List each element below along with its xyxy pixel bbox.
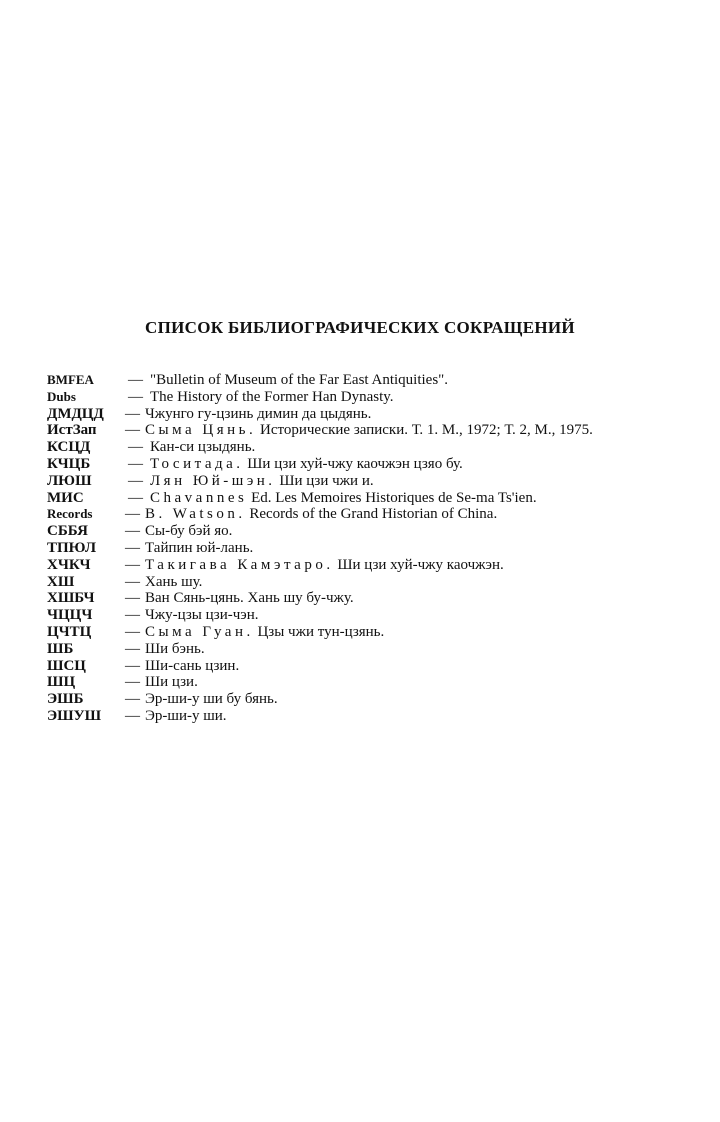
em-dash: — <box>128 439 143 456</box>
em-dash: — <box>128 472 143 489</box>
reference-text: Ши цзи хуй-чжу каочжэн. <box>337 556 504 573</box>
em-dash: — <box>125 556 140 573</box>
abbreviation-code: ЦЧТЦ <box>47 623 92 640</box>
abbreviation-code: ЧЦЦЧ <box>47 607 93 624</box>
abbreviation-description <box>125 389 672 406</box>
author-name: Сыма Гуан. <box>145 623 254 640</box>
abbreviation-description <box>125 490 672 507</box>
abbreviation-description <box>125 658 672 675</box>
page-title: СПИСОК БИБЛИОГРАФИЧЕСКИХ СОКРАЩЕНИЙ <box>145 318 575 337</box>
abbreviation-description <box>125 641 672 658</box>
abbreviation-description <box>125 372 672 389</box>
description-text <box>150 490 672 507</box>
abbreviation-entry <box>47 456 672 473</box>
em-dash: — <box>125 573 140 590</box>
abbreviation-entry <box>47 523 672 540</box>
abbreviation-entry <box>47 641 672 658</box>
reference-text: Хань шу. <box>145 573 203 590</box>
description-text <box>145 590 672 607</box>
em-dash: — <box>125 623 140 640</box>
reference-text: Эр-ши-у ши. <box>145 707 227 724</box>
description-text <box>150 439 672 456</box>
em-dash: — <box>128 489 143 506</box>
reference-text: Records of the Grand Historian of China. <box>249 506 498 523</box>
abbreviation-description <box>125 674 672 691</box>
reference-text: Ван Сянь-цянь. Хань шу бу-чжу. <box>145 590 354 607</box>
abbreviation-entry <box>47 473 672 490</box>
description-text <box>145 422 672 439</box>
abbreviation-code: ХЧКЧ <box>47 556 91 573</box>
em-dash: — <box>128 388 143 405</box>
description-text <box>145 607 672 624</box>
description-text <box>145 641 672 658</box>
abbreviation-entry <box>47 490 672 507</box>
reference-text: "Bulletin of Museum of the Far East Antiquities". <box>150 372 449 388</box>
abbreviation-description <box>125 624 672 641</box>
abbreviation-entry <box>47 540 672 557</box>
em-dash: — <box>125 674 140 691</box>
abbreviation-code: Dubs <box>47 388 76 404</box>
abbreviation-description <box>125 574 672 591</box>
abbreviation-entry <box>47 674 672 691</box>
em-dash: — <box>125 691 140 708</box>
abbreviation-code: BMFEA <box>47 372 94 387</box>
abbreviation-entry <box>47 708 672 725</box>
reference-text: Ши-сань цзин. <box>145 657 240 674</box>
abbreviation-code: ИстЗап <box>47 422 97 439</box>
abbreviation-entry <box>47 372 672 389</box>
reference-text: Ши бэнь. <box>145 640 205 657</box>
abbreviation-entry <box>47 658 672 675</box>
abbreviation-entry <box>47 574 672 591</box>
em-dash: — <box>125 422 140 439</box>
em-dash: — <box>125 707 140 724</box>
abbreviation-entry <box>47 691 672 708</box>
reference-text: Чжу-цзы цзи-чэн. <box>145 607 259 624</box>
reference-text: Тайпин юй-лань. <box>145 539 254 556</box>
description-text <box>145 557 672 574</box>
abbreviation-code: ЭШУШ <box>47 707 102 724</box>
abbreviation-code: ЭШБ <box>47 691 84 708</box>
em-dash: — <box>125 640 140 657</box>
reference-text: Ши цзи чжи и. <box>279 472 374 489</box>
description-text <box>145 406 672 423</box>
reference-text: Исторические записки. Т. 1. М., 1972; Т. 2, М., 1975. <box>259 422 593 439</box>
description-text <box>150 456 672 473</box>
description-text <box>150 372 672 389</box>
em-dash: — <box>125 506 140 523</box>
abbreviation-code: ШБ <box>47 640 74 657</box>
abbreviation-code: ДМДЦД <box>47 405 104 422</box>
description-text <box>145 624 672 641</box>
abbreviation-list <box>47 372 672 725</box>
em-dash: — <box>125 523 140 540</box>
description-text <box>145 674 672 691</box>
abbreviation-code: КЧЦБ <box>47 455 91 472</box>
em-dash: — <box>125 607 140 624</box>
abbreviation-code: ШСЦ <box>47 657 86 674</box>
abbreviation-description <box>125 406 672 423</box>
abbreviation-code: КСЦД <box>47 439 91 456</box>
abbreviation-description <box>125 557 672 574</box>
description-text <box>150 473 672 490</box>
em-dash: — <box>125 657 140 674</box>
reference-text: Цзы чжи тун-цзянь. <box>257 623 385 640</box>
abbreviation-description <box>125 439 672 456</box>
description-text <box>150 389 672 406</box>
abbreviation-entry <box>47 506 672 523</box>
em-dash: — <box>125 590 140 607</box>
description-text <box>145 708 672 725</box>
author-name: Сыма Цянь. <box>145 422 257 439</box>
reference-text: Ed. Les Memoires Historiques de Se-ma Ts'ien. <box>251 489 537 506</box>
abbreviation-description <box>125 456 672 473</box>
abbreviation-entry <box>47 439 672 456</box>
reference-text: Эр-ши-у ши бу бянь. <box>145 691 278 708</box>
abbreviation-entry <box>47 557 672 574</box>
abbreviation-code: ХШБЧ <box>47 590 95 607</box>
description-text <box>145 540 672 557</box>
reference-text: Ши цзи. <box>145 674 198 691</box>
abbreviation-code: Records <box>47 506 93 522</box>
description-text <box>145 523 672 540</box>
abbreviation-entry <box>47 590 672 607</box>
abbreviation-code: ШЦ <box>47 674 76 691</box>
abbreviation-code: ЛЮШ <box>47 472 92 489</box>
abbreviation-description <box>125 708 672 725</box>
abbreviation-description <box>125 506 672 523</box>
em-dash: — <box>125 405 140 422</box>
author-name: Chavannes <box>150 489 248 506</box>
reference-text: Кан-си цзыдянь. <box>150 439 256 456</box>
abbreviation-entry <box>47 607 672 624</box>
abbreviation-entry <box>47 624 672 641</box>
reference-text: The History of the Former Han Dynasty. <box>150 388 394 405</box>
abbreviation-description <box>125 691 672 708</box>
description-text <box>145 574 672 591</box>
reference-text: Ши цзи хуй-чжу каочжэн цзяо бу. <box>247 455 463 472</box>
abbreviation-description <box>125 540 672 557</box>
description-text <box>145 506 672 523</box>
abbreviation-entry <box>47 406 672 423</box>
abbreviation-description <box>125 523 672 540</box>
author-name: Такигава Камэтаро. <box>145 556 334 573</box>
em-dash: — <box>128 455 143 472</box>
description-text <box>145 658 672 675</box>
em-dash: — <box>125 539 140 556</box>
author-name: B. Watson. <box>145 506 246 523</box>
abbreviation-description <box>125 607 672 624</box>
abbreviation-description <box>125 590 672 607</box>
abbreviation-code: МИС <box>47 489 84 506</box>
abbreviation-description <box>125 473 672 490</box>
reference-text: Чжунго гу-цзинь димин да цыдянь. <box>145 405 372 422</box>
abbreviation-entry <box>47 389 672 406</box>
abbreviation-entry <box>47 422 672 439</box>
author-name: Лян Юй-шэн. <box>150 472 276 489</box>
abbreviation-description <box>125 422 672 439</box>
abbreviation-code: ТПЮЛ <box>47 539 96 556</box>
em-dash: — <box>128 372 143 388</box>
description-text <box>145 691 672 708</box>
abbreviation-code: СББЯ <box>47 523 89 540</box>
author-name: Тоситада. <box>150 455 244 472</box>
abbreviation-code: ХШ <box>47 573 75 590</box>
reference-text: Сы-бу бэй яо. <box>145 523 233 540</box>
